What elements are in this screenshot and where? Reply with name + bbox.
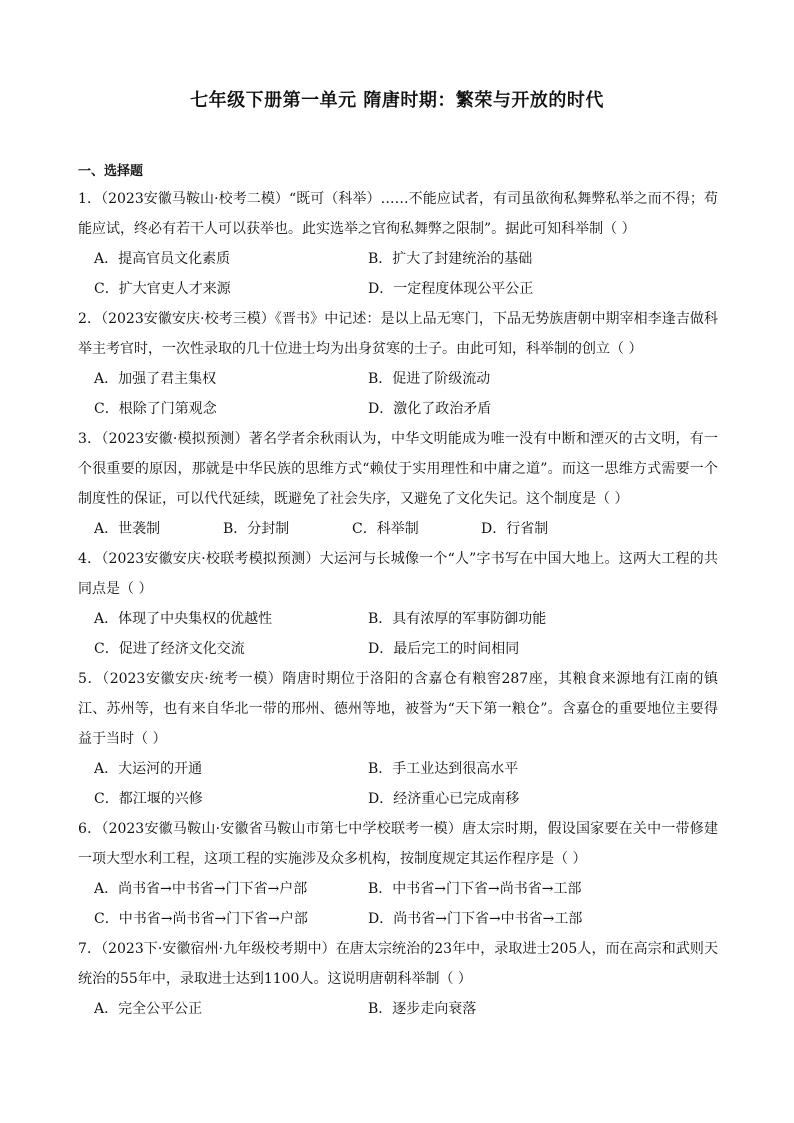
option-d: D．行省制: [481, 521, 549, 537]
question-stem: 1．（2023安徽马鞍山·校考二模）“既可（科举）……不能应试者，有司虽欲徇私舞弊私举之而不得；苟能应试，终必有若干人可以获举也。此实选举之官徇私舞弊之限制”。据此可知科举制（ ）: [78, 191, 718, 237]
option-d: D．经济重心已完成南移: [368, 791, 520, 807]
question-4: [78, 544, 718, 664]
option-a: A．体现了中央集权的优越性: [94, 611, 273, 627]
option-row: [78, 394, 718, 424]
option-row: [78, 514, 718, 544]
option-a: A．加强了君主集权: [94, 371, 217, 387]
option-c: C．根除了门第观念: [94, 401, 217, 417]
option-row: [78, 244, 718, 274]
option-b: B．逐步走向衰落: [368, 1001, 477, 1017]
question-2: [78, 304, 718, 424]
option-row: [78, 904, 718, 934]
option-b: B．手工业达到很高水平: [368, 761, 519, 777]
option-d: D．一定程度体现公平公正: [368, 281, 534, 297]
option-b: B．促进了阶级流动: [368, 371, 491, 387]
question-list: [78, 184, 718, 1024]
option-a: A．尚书省→中书省→门下省→户部: [94, 881, 308, 897]
question-1: [78, 184, 718, 304]
option-c: C．都江堰的兴修: [94, 791, 203, 807]
question-stem: 7．（2023下·安徽宿州·九年级校考期中）在唐太宗统治的23年中，录取进士205人，而在高宗和武则天统治的55年中，录取进士达到1100人。这说明唐朝科举制（ ）: [78, 941, 718, 987]
option-row: [78, 364, 718, 394]
option-c: C．中书省→尚书省→门下省→户部: [94, 911, 308, 927]
option-b: B．具有浓厚的军事防御功能: [368, 611, 547, 627]
option-d: D．尚书省→门下省→中书省→工部: [368, 911, 583, 927]
option-a: A．完全公平公正: [94, 1001, 203, 1017]
option-row: [78, 994, 718, 1024]
option-row: [78, 874, 718, 904]
option-c: C．扩大官吏人才来源: [94, 281, 231, 297]
option-b: B．中书省→门下省→尚书省→工部: [368, 881, 582, 897]
option-a: A．大运河的开通: [94, 761, 203, 777]
option-row: [78, 274, 718, 304]
question-6: [78, 814, 718, 934]
question-stem: 3．（2023安徽·模拟预测）著名学者余秋雨认为，中华文明能成为唯一没有中断和湮灭的古文明，有一个很重要的原因，那就是中华民族的思维方式“赖仗于实用理性和中庸之道”。而这一思维方式需要一个制度性的保证，可以代代延续，既避免了社会失序，又避免了文化失记。这个制度是（ ）: [78, 431, 718, 507]
question-stem: 4．（2023安徽安庆·校联考模拟预测）大运河与长城像一个“人”字书写在中国大地上。这两大工程的共同点是（ ）: [78, 551, 718, 597]
option-c: C．促进了经济文化交流: [94, 641, 245, 657]
option-row: [78, 754, 718, 784]
question-5: [78, 664, 718, 814]
option-a: A．提高官员文化素质: [94, 251, 231, 267]
question-7: [78, 934, 718, 1024]
page-title: 七年级下册第一单元 隋唐时期：繁荣与开放的时代: [190, 90, 604, 111]
question-3: [78, 424, 718, 544]
option-d: D．激化了政治矛盾: [368, 401, 492, 417]
option-d: D．最后完工的时间相同: [368, 641, 520, 657]
option-a: A．世袭制: [94, 521, 161, 537]
option-b: B．扩大了封建统治的基础: [368, 251, 533, 267]
option-row: [78, 604, 718, 634]
option-b: B．分封制: [223, 521, 290, 537]
option-row: [78, 784, 718, 814]
question-stem: 2．（2023安徽安庆·校考三模）《晋书》中记述：是以上品无寒门，下品无势族唐朝中期宰相李逢吉做科举主考官时，一次性录取的几十位进士均为出身贫寒的士子。由此可知，科举制的创立（ ）: [78, 311, 718, 357]
question-stem: 5．（2023安徽安庆·统考一模）隋唐时期位于洛阳的含嘉仓有粮窖287座，其粮食来源地有江南的镇江、苏州等，也有来自华北一带的邢州、德州等地，被誉为“天下第一粮仓”。含嘉仓的重要地位主要得益于当时（ ）: [78, 671, 718, 747]
option-c: C．科举制: [352, 521, 419, 537]
option-row: [78, 634, 718, 664]
section-heading: 一、选择题: [78, 164, 144, 179]
question-stem: 6．（2023安徽马鞍山·安徽省马鞍山市第七中学校联考一模）唐太宗时期，假设国家要在关中一带修建一项大型水利工程，这项工程的实施涉及众多机构，按制度规定其运作程序是（ ）: [78, 821, 718, 867]
